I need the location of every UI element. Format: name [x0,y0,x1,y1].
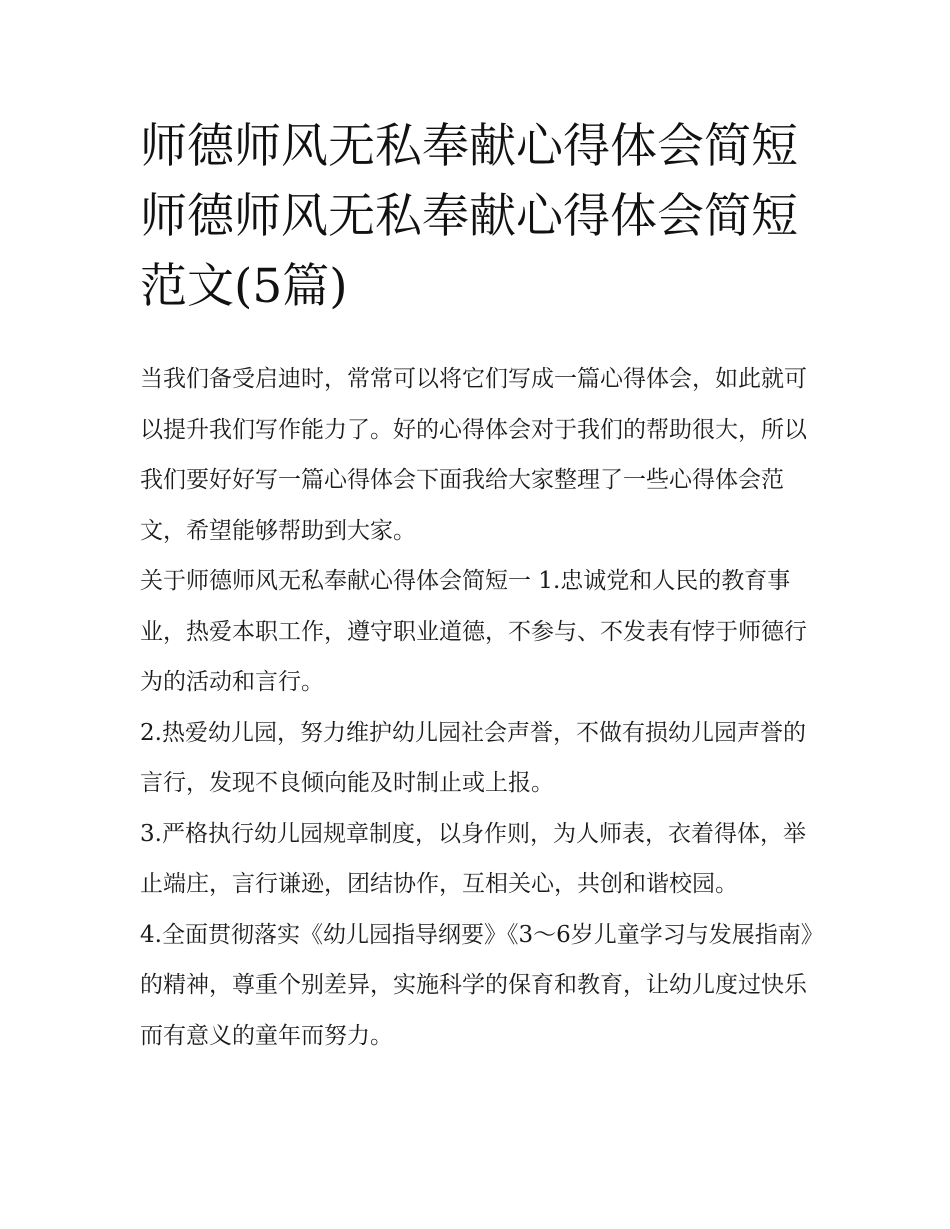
paragraph-item-4: 4.全面贯彻落实《幼儿园指导纲要》《3～6岁儿童学习与发展指南》的精神，尊重个别差异，实施科学的保育和教育，让幼儿度过快乐而有意义的童年而努力。 [140,921,813,1049]
paragraph-item-2: 2.热爱幼儿园，努力维护幼儿园社会声誉，不做有损幼儿园声誉的言行，发现不良倾向能及时制止或上报。 [140,719,806,796]
paragraph-item-1: 关于师德师风无私奉献心得体会简短一 1.忠诚党和人民的教育事业，热爱本职工作，遵守职业道德，不参与、不发表有悖于师德行为的活动和言行。 [140,568,807,695]
document-title: 师德师风无私奉献心得体会简短 师德师风无私奉献心得体会简短范文(5篇) [140,119,798,314]
document-body [140,354,820,1061]
paragraph-intro: 当我们备受启迪时，常常可以将它们写成一篇心得体会，如此就可以提升我们写作能力了。好的心得体会对于我们的帮助很大，所以我们要好好写一篇心得体会下面我给大家整理了一些心得体会范文，希望能够帮助到大家。 [140,366,807,544]
paragraph-item-3: 3.严格执行幼儿园规章制度，以身作则，为人师表，衣着得体，举止端庄，言行谦逊，团结协作，互相关心，共创和谐校园。 [140,820,806,897]
